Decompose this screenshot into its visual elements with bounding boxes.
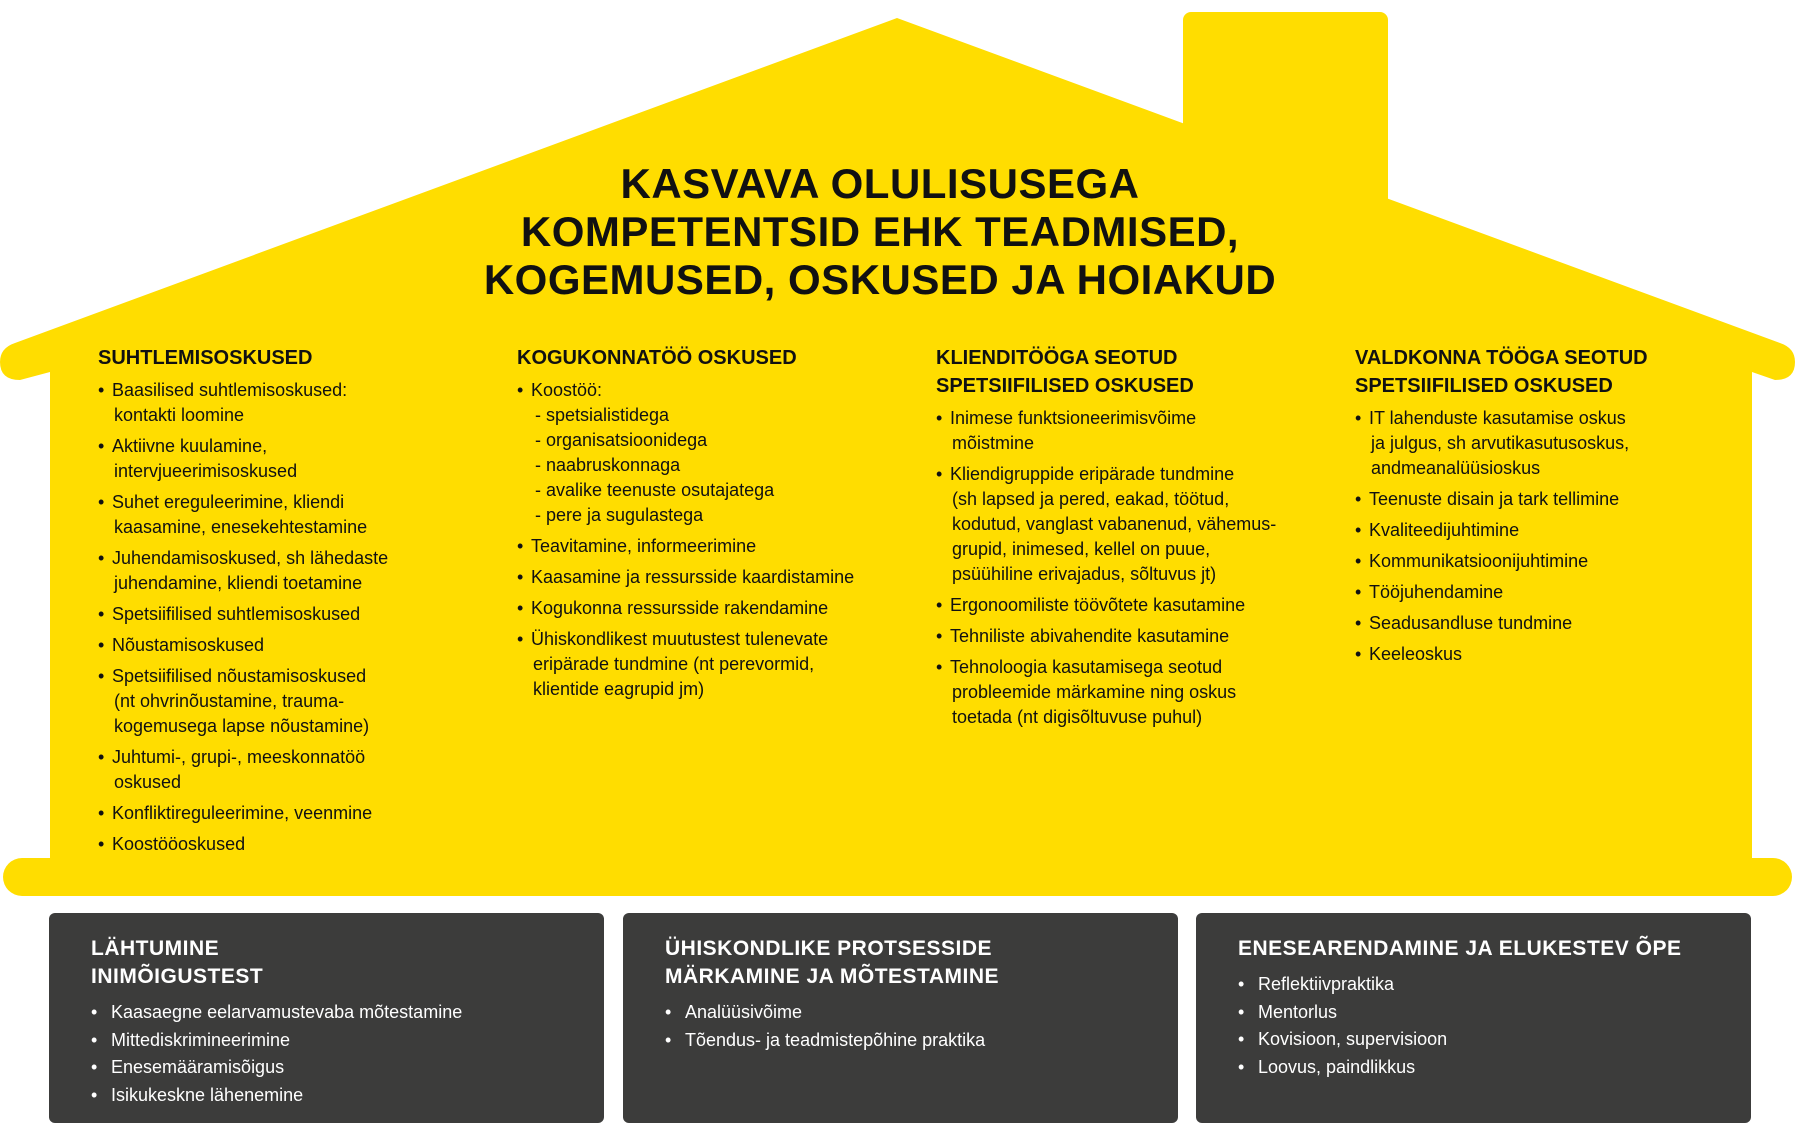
sub-item: - avalike teenuste osutajatega xyxy=(535,480,775,500)
item-line: • Spetsiifilised nõustamisoskused xyxy=(112,666,367,686)
item-line: • Kommunikatsioonijuhtimine xyxy=(1369,551,1589,571)
item-line: • Nõustamisoskused xyxy=(112,635,265,655)
item-line: • Aktiivne kuulamine, xyxy=(112,436,268,456)
item-line: kaasamine, enesekehtestamine xyxy=(114,517,368,537)
column-valdkonnatoo xyxy=(1355,344,1735,673)
box-heading xyxy=(91,935,584,991)
list-item xyxy=(98,745,478,795)
list-item: • Enesemääramisõigus xyxy=(91,1054,584,1082)
box-list xyxy=(665,999,1158,1054)
item-line: • Inimese funktsioneerimisvõime xyxy=(950,408,1197,428)
heading-line: MÄRKAMINE JA MÕTESTAMINE xyxy=(665,965,999,988)
item-line: intervjueerimisoskused xyxy=(114,461,298,481)
item-line: mõistmine xyxy=(952,433,1035,453)
heading-line: LÄHTUMINE xyxy=(91,937,220,960)
list-item xyxy=(98,490,478,540)
heading-line: INIMÕIGUSTEST xyxy=(91,965,264,988)
item-line: • Keeleoskus xyxy=(1369,644,1463,664)
item-line: • Kvaliteedijuhtimine xyxy=(1369,520,1520,540)
item-line: • Juhtumi-, grupi-, meeskonnatöö xyxy=(112,747,366,767)
list-item xyxy=(517,565,897,590)
sub-item: - naabruskonnaga xyxy=(535,455,681,475)
list-item xyxy=(936,655,1346,730)
list-item xyxy=(1355,518,1735,543)
item-line: juhendamine, kliendi toetamine xyxy=(114,573,363,593)
item-line: (nt ohvrinõustamine, trauma- xyxy=(114,691,345,711)
skill-list xyxy=(517,378,897,702)
item-line: oskused xyxy=(114,772,182,792)
list-item: • Mentorlus xyxy=(1238,999,1731,1027)
item-line: • Kliendigruppide eripärade tundmine xyxy=(950,464,1235,484)
box-heading xyxy=(1238,935,1731,963)
column-heading xyxy=(936,344,1346,400)
box-list xyxy=(1238,971,1731,1081)
list-item xyxy=(98,832,478,857)
item-line: • Suhet ereguleerimine, kliendi xyxy=(112,492,345,512)
item-line: • Seadusandluse tundmine xyxy=(1369,613,1573,633)
heading-line: KOGUKONNATÖÖ OSKUSED xyxy=(517,347,797,369)
list-item: • Reflektiivpraktika xyxy=(1238,971,1731,999)
list-item: • Analüüsivõime xyxy=(665,999,1158,1027)
list-item xyxy=(517,378,897,528)
item-line: klientide eagrupid jm) xyxy=(533,679,705,699)
box-list xyxy=(91,999,584,1109)
list-item xyxy=(98,801,478,826)
list-item xyxy=(517,627,897,702)
heading-line: SUHTLEMISOSKUSED xyxy=(98,347,313,369)
list-item xyxy=(1355,580,1735,605)
list-item xyxy=(1355,611,1735,636)
item-line: kogemusega lapse nõustamine) xyxy=(114,716,370,736)
title-line: KOMPETENTSID EHK TEADMISED, xyxy=(520,208,1240,255)
item-line: • Koostöö: xyxy=(531,380,603,400)
heading-line: ENESEARENDAMINE JA ELUKESTEV ÕPE xyxy=(1238,937,1682,960)
item-line: • Teenuste disain ja tark tellimine xyxy=(1369,489,1620,509)
item-line: • Konfliktireguleerimine, veenmine xyxy=(112,803,373,823)
list-item: • Mittediskrimineerimine xyxy=(91,1027,584,1055)
column-heading xyxy=(517,344,897,372)
list-item xyxy=(1355,406,1735,481)
item-line: • Tehniliste abivahendite kasutamine xyxy=(950,626,1230,646)
item-line: • Teavitamine, informeerimine xyxy=(531,536,757,556)
column-suhtlemisoskused xyxy=(98,344,478,863)
item-line: • Tööjuhendamine xyxy=(1369,582,1504,602)
list-item: • Loovus, paindlikkus xyxy=(1238,1054,1731,1082)
house-base xyxy=(3,858,1792,896)
list-item xyxy=(936,593,1346,618)
title-line: KOGEMUSED, OSKUSED JA HOIAKUD xyxy=(483,256,1277,303)
heading-line: ÜHISKONDLIKE PROTSESSIDE xyxy=(665,937,993,960)
skill-list xyxy=(1355,406,1735,667)
sub-item: - pere ja sugulastega xyxy=(535,505,704,525)
list-item xyxy=(517,534,897,559)
item-line: grupid, inimesed, kellel on puue, xyxy=(952,539,1211,559)
item-line: kodutud, vanglast vabanenud, vähemus- xyxy=(952,514,1277,534)
heading-line: KLIENDITÖÖGA SEOTUD xyxy=(936,347,1178,369)
item-line: • Koostööoskused xyxy=(112,834,246,854)
item-line: ja julgus, sh arvutikasutusoskus, xyxy=(1371,433,1630,453)
heading-line: VALDKONNA TÖÖGA SEOTUD xyxy=(1355,347,1648,369)
list-item xyxy=(1355,487,1735,512)
list-item xyxy=(98,664,478,739)
item-line: psüühiline erivajadus, sõltuvus jt) xyxy=(952,564,1217,584)
sub-item: - spetsialistidega xyxy=(535,405,670,425)
skill-list xyxy=(98,378,478,857)
item-line: (sh lapsed ja pered, eakad, töötud, xyxy=(952,489,1230,509)
foundation-box-enesearendamine xyxy=(1196,913,1751,1123)
item-line: andmeanalüüsioskus xyxy=(1371,458,1541,478)
heading-line: SPETSIIFILISED OSKUSED xyxy=(1355,375,1613,397)
list-item xyxy=(98,633,478,658)
sub-item: - organisatsioonidega xyxy=(535,430,708,450)
item-line: • Ühiskondlikest muutustest tulenevate xyxy=(531,629,829,649)
column-kliendittoo xyxy=(936,344,1346,736)
item-line: kontakti loomine xyxy=(114,405,245,425)
title-line: KASVAVA OLULISUSEGA xyxy=(620,160,1140,207)
column-kogukonnatoo xyxy=(517,344,897,708)
foundation-box-inimoigused xyxy=(49,913,604,1123)
list-item: • Isikukeskne lähenemine xyxy=(91,1082,584,1110)
list-item: • Tõendus- ja teadmistepõhine praktika xyxy=(665,1027,1158,1055)
item-line: • Kaasamine ja ressursside kaardistamine xyxy=(531,567,855,587)
item-line: • IT lahenduste kasutamise oskus xyxy=(1369,408,1626,428)
list-item xyxy=(98,378,478,428)
foundation-box-protsessid xyxy=(623,913,1178,1123)
skill-list xyxy=(936,406,1346,730)
item-line: probleemide märkamine ning oskus xyxy=(952,682,1237,702)
list-item xyxy=(936,624,1346,649)
list-item xyxy=(98,602,478,627)
item-line: • Spetsiifilised suhtlemisoskused xyxy=(112,604,361,624)
list-item: • Kovisioon, supervisioon xyxy=(1238,1026,1731,1054)
column-heading xyxy=(98,344,478,372)
item-line: toetada (nt digisõltuvuse puhul) xyxy=(952,707,1203,727)
heading-line: SPETSIIFILISED OSKUSED xyxy=(936,375,1194,397)
item-line: eripärade tundmine (nt perevormid, xyxy=(533,654,815,674)
list-item xyxy=(1355,642,1735,667)
list-item xyxy=(98,434,478,484)
list-item xyxy=(98,546,478,596)
item-line: • Juhendamisoskused, sh lähedaste xyxy=(112,548,389,568)
column-heading xyxy=(1355,344,1735,400)
box-heading xyxy=(665,935,1158,991)
item-line: • Kogukonna ressursside rakendamine xyxy=(531,598,829,618)
item-line: • Tehnoloogia kasutamisega seotud xyxy=(950,657,1223,677)
item-line: • Baasilised suhtlemisoskused: xyxy=(112,380,348,400)
list-item xyxy=(1355,549,1735,574)
list-item xyxy=(936,406,1346,456)
item-line: • Ergonoomiliste töövõtete kasutamine xyxy=(950,595,1246,615)
list-item: • Kaasaegne eelarvamustevaba mõtestamine xyxy=(91,999,584,1027)
list-item xyxy=(936,462,1346,587)
list-item xyxy=(517,596,897,621)
main-title xyxy=(430,160,1330,304)
